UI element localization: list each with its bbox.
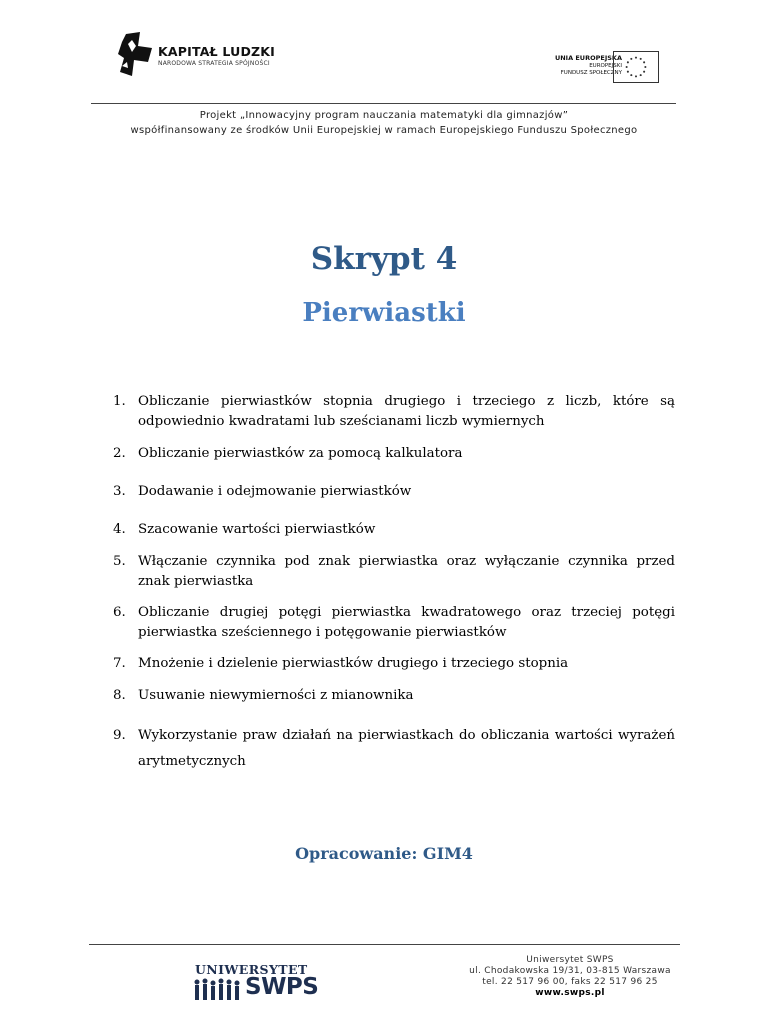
swps-logo-word-uniwersytet: UNIWERSYTET [195,962,308,977]
project-line-1: Projekt „Innowacyjny program nauczania matematyki dla gimnazjów” [199,110,569,121]
eu-star-icon [626,66,628,68]
eu-star-icon [643,61,645,63]
author-line: Opracowanie: GIM4 [295,844,473,863]
address-line-3: tel. 22 517 96 00, faks 22 517 96 25 [482,977,658,987]
list-item-number: 6. [113,605,126,620]
list-item-number: 8. [113,688,126,703]
list-item-text: Obliczanie drugiej potęgi pierwiastka kwadratowego oraz trzeciej potęgi pierwiastka sześciennego i potęgowanie pierwiastków [138,605,675,640]
list-item-text: Wykorzystanie praw działań na pierwiastkach do obliczania wartości wyrażeń arytmetycznych [138,728,675,769]
list-item-number: 2. [113,446,126,461]
eu-line-1: UNIA EUROPEJSKA [554,54,622,62]
eu-logo-text [555,54,622,77]
list-item-text: Obliczanie pierwiastków stopnia drugiego i trzeciego z liczb, które są odpowiednio kwadratami lub sześcianami liczb wymiernych [138,394,675,429]
eu-star-icon [627,71,629,73]
eu-star-icon [635,57,637,59]
eu-star-icon [644,66,646,68]
eu-star-icon [627,61,629,63]
list-item-text: Włączanie czynnika pod znak pierwiastka oraz wyłączanie czynnika przed znak pierwiastka [138,554,675,589]
list-item-number: 4. [113,522,126,537]
people-silhouettes-icon [193,978,243,1000]
swps-logo-word-swps: SWPS [245,974,319,1000]
list-item-number: 5. [113,554,126,569]
kapital-ludzki-emblem-icon [118,32,154,78]
footer-address [420,955,720,999]
list-item-text: Usuwanie niewymierności z mianownika [138,688,414,703]
footer-divider [89,944,680,945]
eu-line-2: EUROPEJSKI [589,63,622,69]
list-item-text: Mnożenie i dzielenie pierwiastków drugiego i trzeciego stopnia [138,656,569,671]
eu-star-icon [640,74,642,76]
project-line-2: współfinansowany ze środków Unii Europejskiej w ramach Europejskiego Funduszu Społecznego [130,125,638,136]
eu-star-icon [635,75,637,77]
eu-star-icon [630,58,632,60]
address-line-2: ul. Chodakowska 19/31, 03-815 Warszawa [469,966,671,976]
kapital-ludzki-title: KAPITAŁ LUDZKI [158,44,276,59]
list-item-text: Dodawanie i odejmowanie pierwiastków [138,484,412,499]
list-item-text: Szacowanie wartości pierwiastków [138,522,376,537]
eu-star-icon [643,71,645,73]
eu-star-icon [630,74,632,76]
address-line-1: Uniwersytet SWPS [526,955,614,965]
list-item-number: 3. [113,484,126,499]
website-link[interactable]: www.swps.pl [535,988,605,998]
list-item-text: Obliczanie pierwiastków za pomocą kalkulatora [138,446,463,461]
document-title: Skrypt 4 [310,241,458,277]
document-subtitle: Pierwiastki [302,298,466,328]
header-divider [91,103,676,104]
eu-flag-icon [613,51,659,83]
kapital-ludzki-logo [118,32,318,78]
list-item-number: 7. [113,656,126,671]
kapital-ludzki-subtitle: NARODOWA STRATEGIA SPÓJNOŚCI [158,60,270,67]
eu-line-3: FUNDUSZ SPOŁECZNY [560,70,622,76]
swps-logo [193,962,319,1002]
list-item-number: 9. [113,728,126,743]
eu-star-icon [640,58,642,60]
list-item-number: 1. [113,394,126,409]
